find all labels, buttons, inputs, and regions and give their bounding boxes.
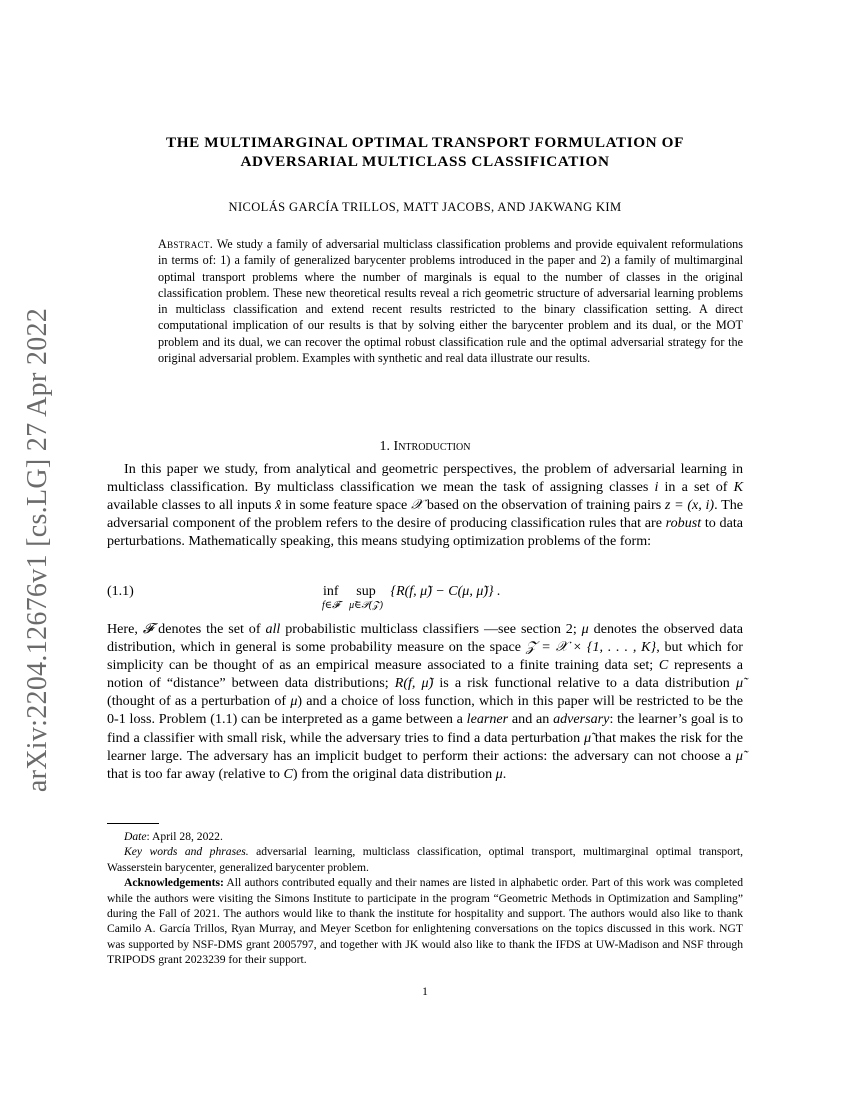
text-run: . bbox=[502, 765, 507, 782]
footnote-date bbox=[107, 829, 743, 844]
abstract-text: We study a family of adversarial multiclass classification problems and provide equivalent reformulations in terms of: 1) a family of generalized barycenter problems introduced in the paper and 2) a family of multimarginal optimal transport problems where the number of marginals is equal to the number of classes in the original classification problem. These new theoretical results reveal a rich geometric structure of adversarial learning problems in multiclass classification and extend recent results restricted to the binary classification setting. A direct computational implication of our results is that by solving either the barycenter problem and its dual, or the MOT problem and its dual, we can recover the optimal robust classification rule and the optimal adversarial strategy for the original adversarial problem. Examples with synthetic and real data illustrate our results. bbox=[158, 237, 743, 366]
text-run: is a risk functional relative to a data distribution bbox=[433, 675, 736, 692]
math-var: μ̃ bbox=[735, 747, 743, 764]
math-var: μ bbox=[495, 765, 503, 782]
intro-paragraph bbox=[107, 460, 743, 550]
inf-subscript: f∈𝓕 bbox=[322, 600, 340, 611]
page-number: 1 bbox=[422, 986, 428, 998]
math-var: z = (x, i) bbox=[664, 497, 715, 514]
keywords-value: adversarial learning, multiclass classification, optimal transport, multimarginal optimal transport, Wasserstein barycenter, generalized barycenter problem. bbox=[107, 845, 743, 874]
sup-subscript: μ̃∈𝒫(𝒵) bbox=[349, 600, 383, 611]
math-var: C bbox=[283, 765, 293, 782]
equation-1-1 bbox=[107, 584, 743, 620]
sup-operator bbox=[349, 584, 383, 611]
math-var: μ bbox=[290, 693, 298, 710]
math-var: 𝓕 bbox=[142, 621, 154, 637]
text-run: available classes to all inputs bbox=[107, 497, 276, 514]
equation-number: (1.1) bbox=[107, 584, 134, 599]
keywords-label: Key words and phrases. bbox=[124, 845, 249, 859]
abstract-label: Abstract. bbox=[158, 237, 214, 251]
math-var: μ̃ bbox=[583, 729, 592, 746]
text-run: probabilistic multiclass classifiers —see section 2; bbox=[280, 621, 582, 637]
text-run: In this paper we study, from analytical and geometric perspectives, the problem of adversarial learning in multiclass classification. By multiclass classification we mean the task of assigning classes bbox=[107, 461, 743, 496]
footnote-acknowledgements bbox=[107, 875, 743, 967]
emphasis: robust bbox=[665, 515, 702, 532]
text-run: ) from the original data distribution bbox=[292, 765, 496, 782]
abstract bbox=[158, 236, 743, 366]
emphasis: adversary bbox=[553, 711, 610, 728]
text-run: Here, bbox=[107, 621, 143, 637]
footnote-keywords bbox=[107, 844, 743, 875]
math-var: x̂ bbox=[275, 497, 282, 514]
arxiv-identifier: arXiv:2204.12676v1 [cs.LG] 27 Apr 2022 bbox=[22, 307, 53, 793]
math-var: μ bbox=[581, 621, 589, 637]
math-var: R(f, μ̃) bbox=[394, 675, 434, 692]
equation-body bbox=[322, 584, 501, 611]
section-heading bbox=[107, 439, 743, 455]
text-run: based on the observation of training pairs bbox=[423, 497, 665, 514]
emphasis: learner bbox=[466, 711, 509, 728]
text-run: in some feature space bbox=[281, 497, 411, 514]
inf-operator bbox=[322, 584, 340, 611]
text-run: denotes the set of bbox=[153, 621, 266, 637]
title-line-2: ADVERSARIAL MULTICLASS CLASSIFICATION bbox=[240, 153, 610, 170]
text-run: denotes the observed data distribution, which in general is some probability measure on the space bbox=[107, 621, 743, 656]
title-line-1: THE MULTIMARGINAL OPTIMAL TRANSPORT FORMULATION OF bbox=[166, 134, 684, 151]
math-var: 𝒳 bbox=[410, 497, 424, 514]
math-var: 𝒵 = 𝒳 × {1, . . . , K} bbox=[525, 639, 657, 656]
math-var: K bbox=[733, 479, 743, 496]
text-run: : the learner’s goal is to find a classifier with small risk, while the adversary tries to find a data perturbation bbox=[107, 711, 743, 746]
section-title: Introduction bbox=[393, 439, 471, 454]
author-list: NICOLÁS GARCÍA TRILLOS, MATT JACOBS, AND JAKWANG KIM bbox=[228, 200, 622, 214]
sup-symbol: sup bbox=[356, 584, 376, 599]
text-run: ) and a choice of loss function, which in this paper will be restricted to be the 0-1 loss. Problem (1.1) can be interpreted as a game between a bbox=[107, 693, 743, 728]
math-var: i bbox=[654, 479, 659, 496]
math-var: C bbox=[658, 657, 669, 674]
body-paragraph bbox=[107, 620, 743, 783]
date-value: : April 28, 2022. bbox=[146, 830, 223, 843]
paper-title bbox=[107, 133, 743, 171]
date-label: Date bbox=[124, 830, 147, 843]
text-run: that is too far away (relative to bbox=[107, 765, 284, 782]
footnote-rule bbox=[107, 823, 159, 824]
emphasis: all bbox=[265, 621, 281, 637]
inf-symbol: inf bbox=[323, 584, 339, 599]
footnotes bbox=[107, 829, 743, 968]
text-run: in a set of bbox=[658, 479, 734, 496]
text-run: represents a notion of “distance” between data distributions; bbox=[107, 657, 744, 692]
equation-expression: {R(f, μ̃) − C(μ, μ̃)} . bbox=[390, 584, 501, 599]
section-number: 1. bbox=[379, 439, 391, 454]
math-var: μ̃ bbox=[735, 675, 744, 692]
text-run: . The adversarial component of the problem refers to the desire of producing classification rules that are bbox=[107, 497, 743, 532]
ack-label: Acknowledgements: bbox=[124, 876, 224, 890]
text-run: and an bbox=[508, 711, 554, 728]
text-run: , but which for simplicity can be thought of as an empirical measure associated to a finite training data set; bbox=[107, 639, 743, 674]
text-run: (thought of as a perturbation of bbox=[107, 693, 291, 710]
text-run: to data perturbations. Mathematically speaking, this means studying optimization problems of the form: bbox=[107, 515, 743, 550]
text-run: that makes the risk for the learner large. The adversary has an implicit budget to perform their actions: the adversary can not choose a bbox=[107, 729, 744, 764]
ack-value: All authors contributed equally and their names are listed in alphabetic order. Part of this work was completed while the authors were visiting the Simons Institute to participate in the program “Geometric Methods in Optimization and Sampling” during the Fall of 2021. The authors would like to thank the institute for hospitality and support. The authors would also like to thank Camilo A. García Trillos, Ryan Murray, and Meyer Scetbon for enlightening conversations on the topics discussed in this work. NGT was supported by NSF-DMS grant 2005797, and together with JK would also like to thank the IFDS at UW-Madison and NSF through TRIPODS grant 2023239 for their support. bbox=[107, 876, 743, 967]
